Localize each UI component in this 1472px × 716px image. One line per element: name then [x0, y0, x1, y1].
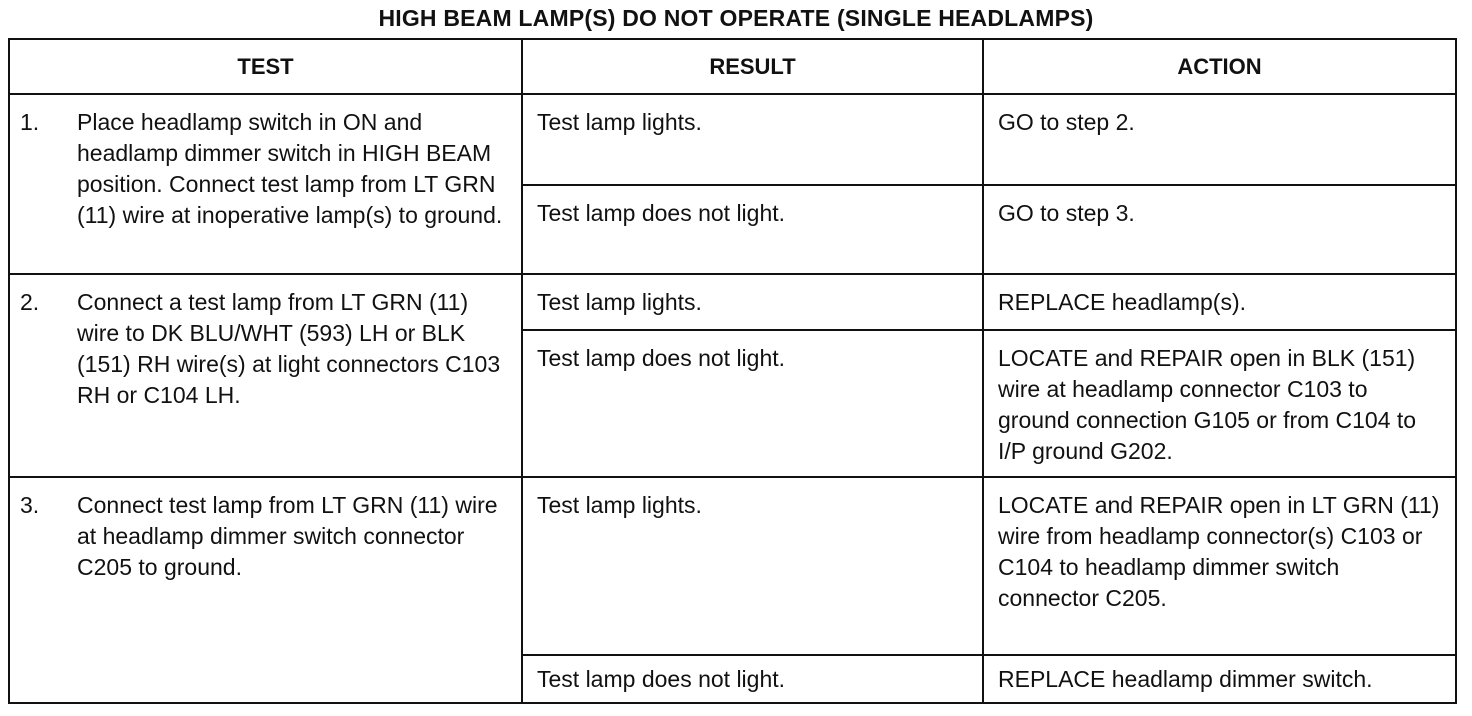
step-1-test-cell — [9, 94, 522, 274]
result-text: Test lamp does not light. — [537, 345, 786, 371]
action-text: LOCATE and REPAIR open in BLK (151) wire at headlamp connector C103 to ground connection G105 or from C104 to I/P ground G202. — [998, 345, 1417, 464]
action-text: GO to step 3. — [998, 200, 1135, 226]
table-row — [9, 477, 1456, 655]
action-text: REPLACE headlamp(s). — [998, 289, 1246, 315]
step-number: 3. — [20, 492, 40, 518]
header-row — [9, 39, 1456, 94]
column-header-action: ACTION — [983, 39, 1456, 94]
column-header-test: TEST — [9, 39, 522, 94]
action-cell — [983, 330, 1456, 477]
step-3-test-cell — [9, 477, 522, 703]
result-cell — [522, 274, 983, 330]
step-number: 2. — [20, 289, 40, 315]
result-text: Test lamp does not light. — [537, 200, 786, 226]
result-text: Test lamp lights. — [537, 492, 702, 518]
result-cell — [522, 655, 983, 703]
step-number: 1. — [20, 109, 40, 135]
step-instruction: Place headlamp switch in ON and headlamp dimmer switch in HIGH BEAM position. Connect test lamp from LT GRN (11) wire at inoperative lamp(s) to ground. — [77, 109, 503, 228]
result-cell — [522, 477, 983, 655]
action-cell — [983, 185, 1456, 274]
action-text: REPLACE headlamp dimmer switch. — [998, 666, 1373, 692]
step-instruction: Connect a test lamp from LT GRN (11) wire to DK BLU/WHT (593) LH or BLK (151) RH wire(s) at light connectors C103 RH or C104 LH. — [77, 289, 501, 408]
action-cell — [983, 477, 1456, 655]
result-text: Test lamp lights. — [537, 289, 702, 315]
table-row — [9, 94, 1456, 185]
result-text: Test lamp does not light. — [537, 666, 786, 692]
result-cell — [522, 94, 983, 185]
step-instruction: Connect test lamp from LT GRN (11) wire at headlamp dimmer switch connector C205 to ground. — [77, 492, 498, 580]
action-cell — [983, 94, 1456, 185]
action-cell — [983, 274, 1456, 330]
column-header-result: RESULT — [522, 39, 983, 94]
result-cell — [522, 185, 983, 274]
result-cell — [522, 330, 983, 477]
action-cell — [983, 655, 1456, 703]
action-text: LOCATE and REPAIR open in LT GRN (11) wire from headlamp connector(s) C103 or C104 to headlamp dimmer switch connector C205. — [998, 492, 1440, 611]
result-text: Test lamp lights. — [537, 109, 702, 135]
page-title: HIGH BEAM LAMP(S) DO NOT OPERATE (SINGLE HEADLAMPS) — [378, 5, 1094, 31]
action-text: GO to step 2. — [998, 109, 1135, 135]
diagnostic-table — [8, 38, 1457, 704]
step-2-test-cell — [9, 274, 522, 477]
table-row — [9, 274, 1456, 330]
